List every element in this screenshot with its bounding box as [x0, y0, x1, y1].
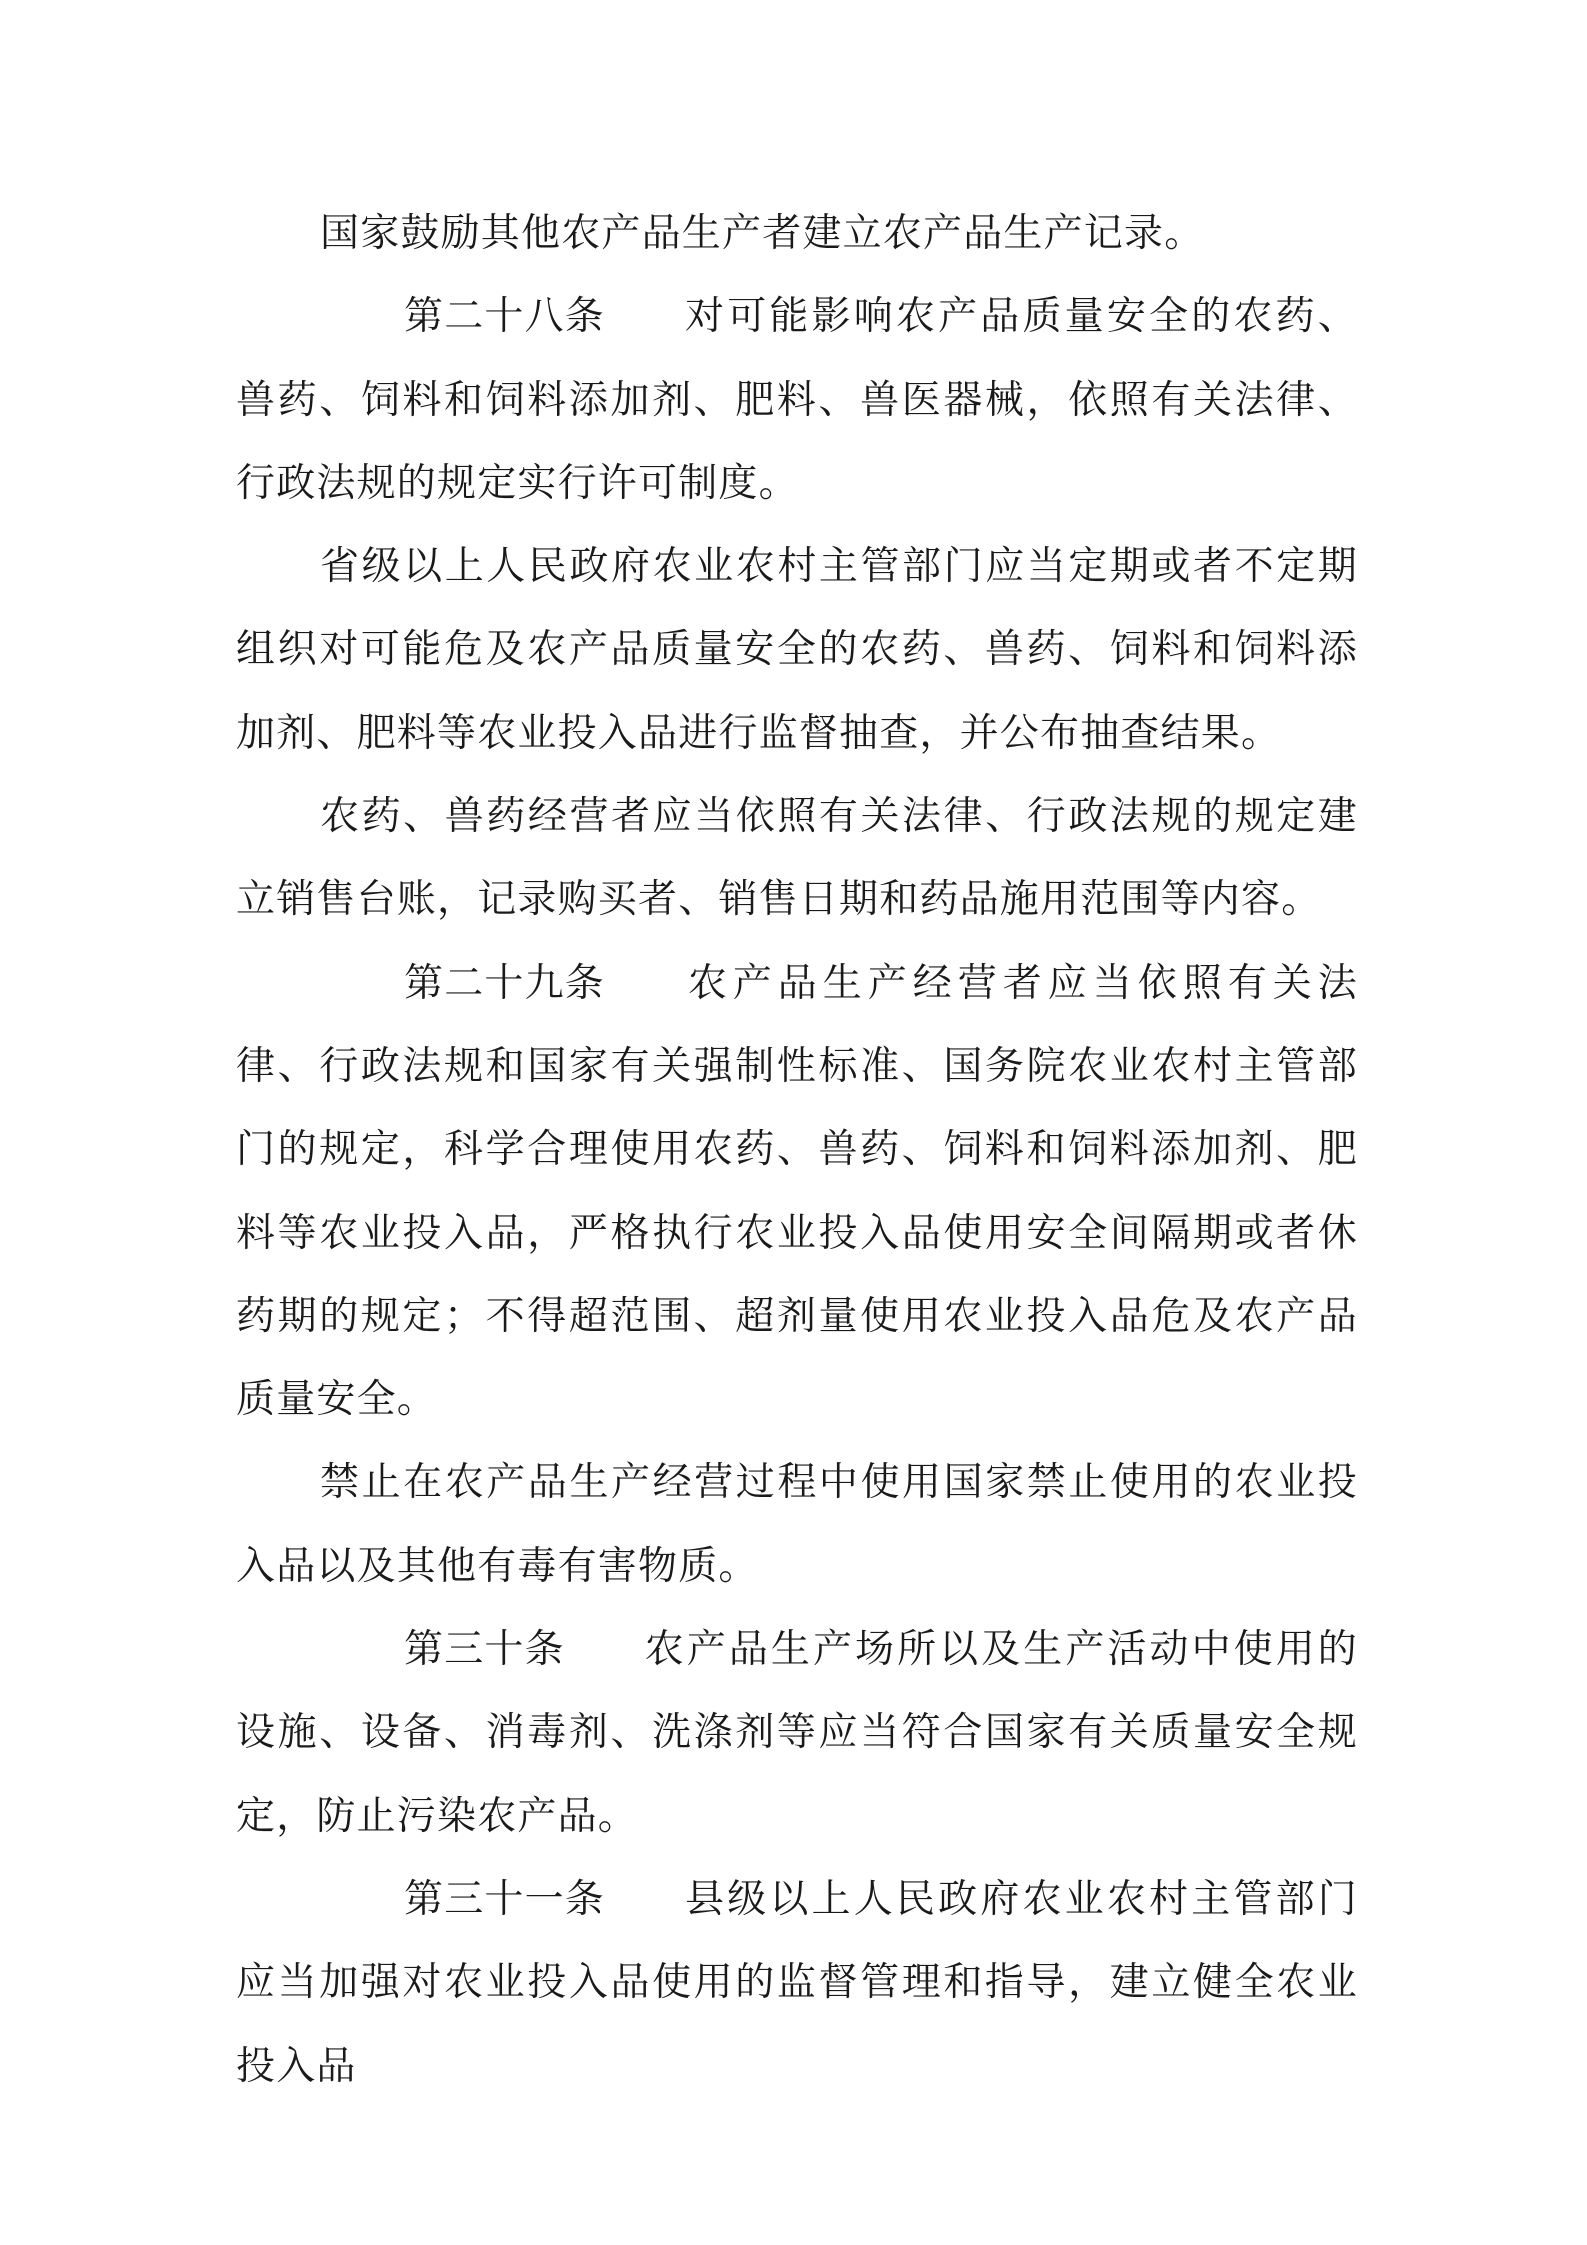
paragraph-text: 禁止在农产品生产经营过程中使用国家禁止使用的农业投入品以及其他有毒有害物质。 — [236, 1460, 1358, 1589]
paragraph — [236, 525, 1358, 775]
article-paragraph — [236, 942, 1358, 1442]
paragraph-text: 农产品生产场所以及生产活动中使用的设施、设备、消毒剂、洗涤剂等应当符合国家有关质量安全规定，防止污染农产品。 — [236, 1627, 1358, 1839]
article-number: 第三十一条 — [404, 1876, 606, 1922]
paragraph-text: 对可能影响农产品质量安全的农药、兽药、饲料和饲料添加剂、肥料、兽医器械，依照有关法律、行政法规的规定实行许可制度。 — [236, 294, 1358, 506]
paragraph-text: 农药、兽药经营者应当依照有关法律、行政法规的规定建立销售台账，记录购买者、销售日期和药品施用范围等内容。 — [236, 794, 1358, 923]
article-paragraph — [236, 1858, 1358, 2108]
article-paragraph — [236, 1608, 1358, 1858]
document-body — [236, 192, 1358, 2108]
article-number: 第三十条 — [404, 1627, 565, 1673]
paragraph-text: 县级以上人民政府农业农村主管部门应当加强对农业投入品使用的监督管理和指导，建立健全农业投入品 — [236, 1876, 1358, 2089]
article-number: 第二十九条 — [404, 960, 606, 1006]
article-number: 第二十八条 — [404, 294, 606, 340]
paragraph-text: 农产品生产经营者应当依照有关法律、行政法规和国家有关强制性标准、国务院农业农村主管部门的规定，科学合理使用农药、兽药、饲料和饲料添加剂、肥料等农业投入品，严格执行农业投入品使用安全间隔期或者休药期的规定；不得超范围、超剂量使用农业投入品危及农产品质量安全。 — [236, 960, 1358, 1423]
paragraph — [236, 192, 1358, 275]
paragraph-text: 国家鼓励其他农产品生产者建立农产品生产记录。 — [320, 211, 1205, 256]
paragraph-text: 省级以上人民政府农业农村主管部门应当定期或者不定期组织对可能危及农产品质量安全的农药、兽药、饲料和饲料添加剂、肥料等农业投入品进行监督抽查，并公布抽查结果。 — [236, 544, 1358, 756]
paragraph — [236, 775, 1358, 942]
paragraph — [236, 1441, 1358, 1608]
article-paragraph — [236, 275, 1358, 525]
